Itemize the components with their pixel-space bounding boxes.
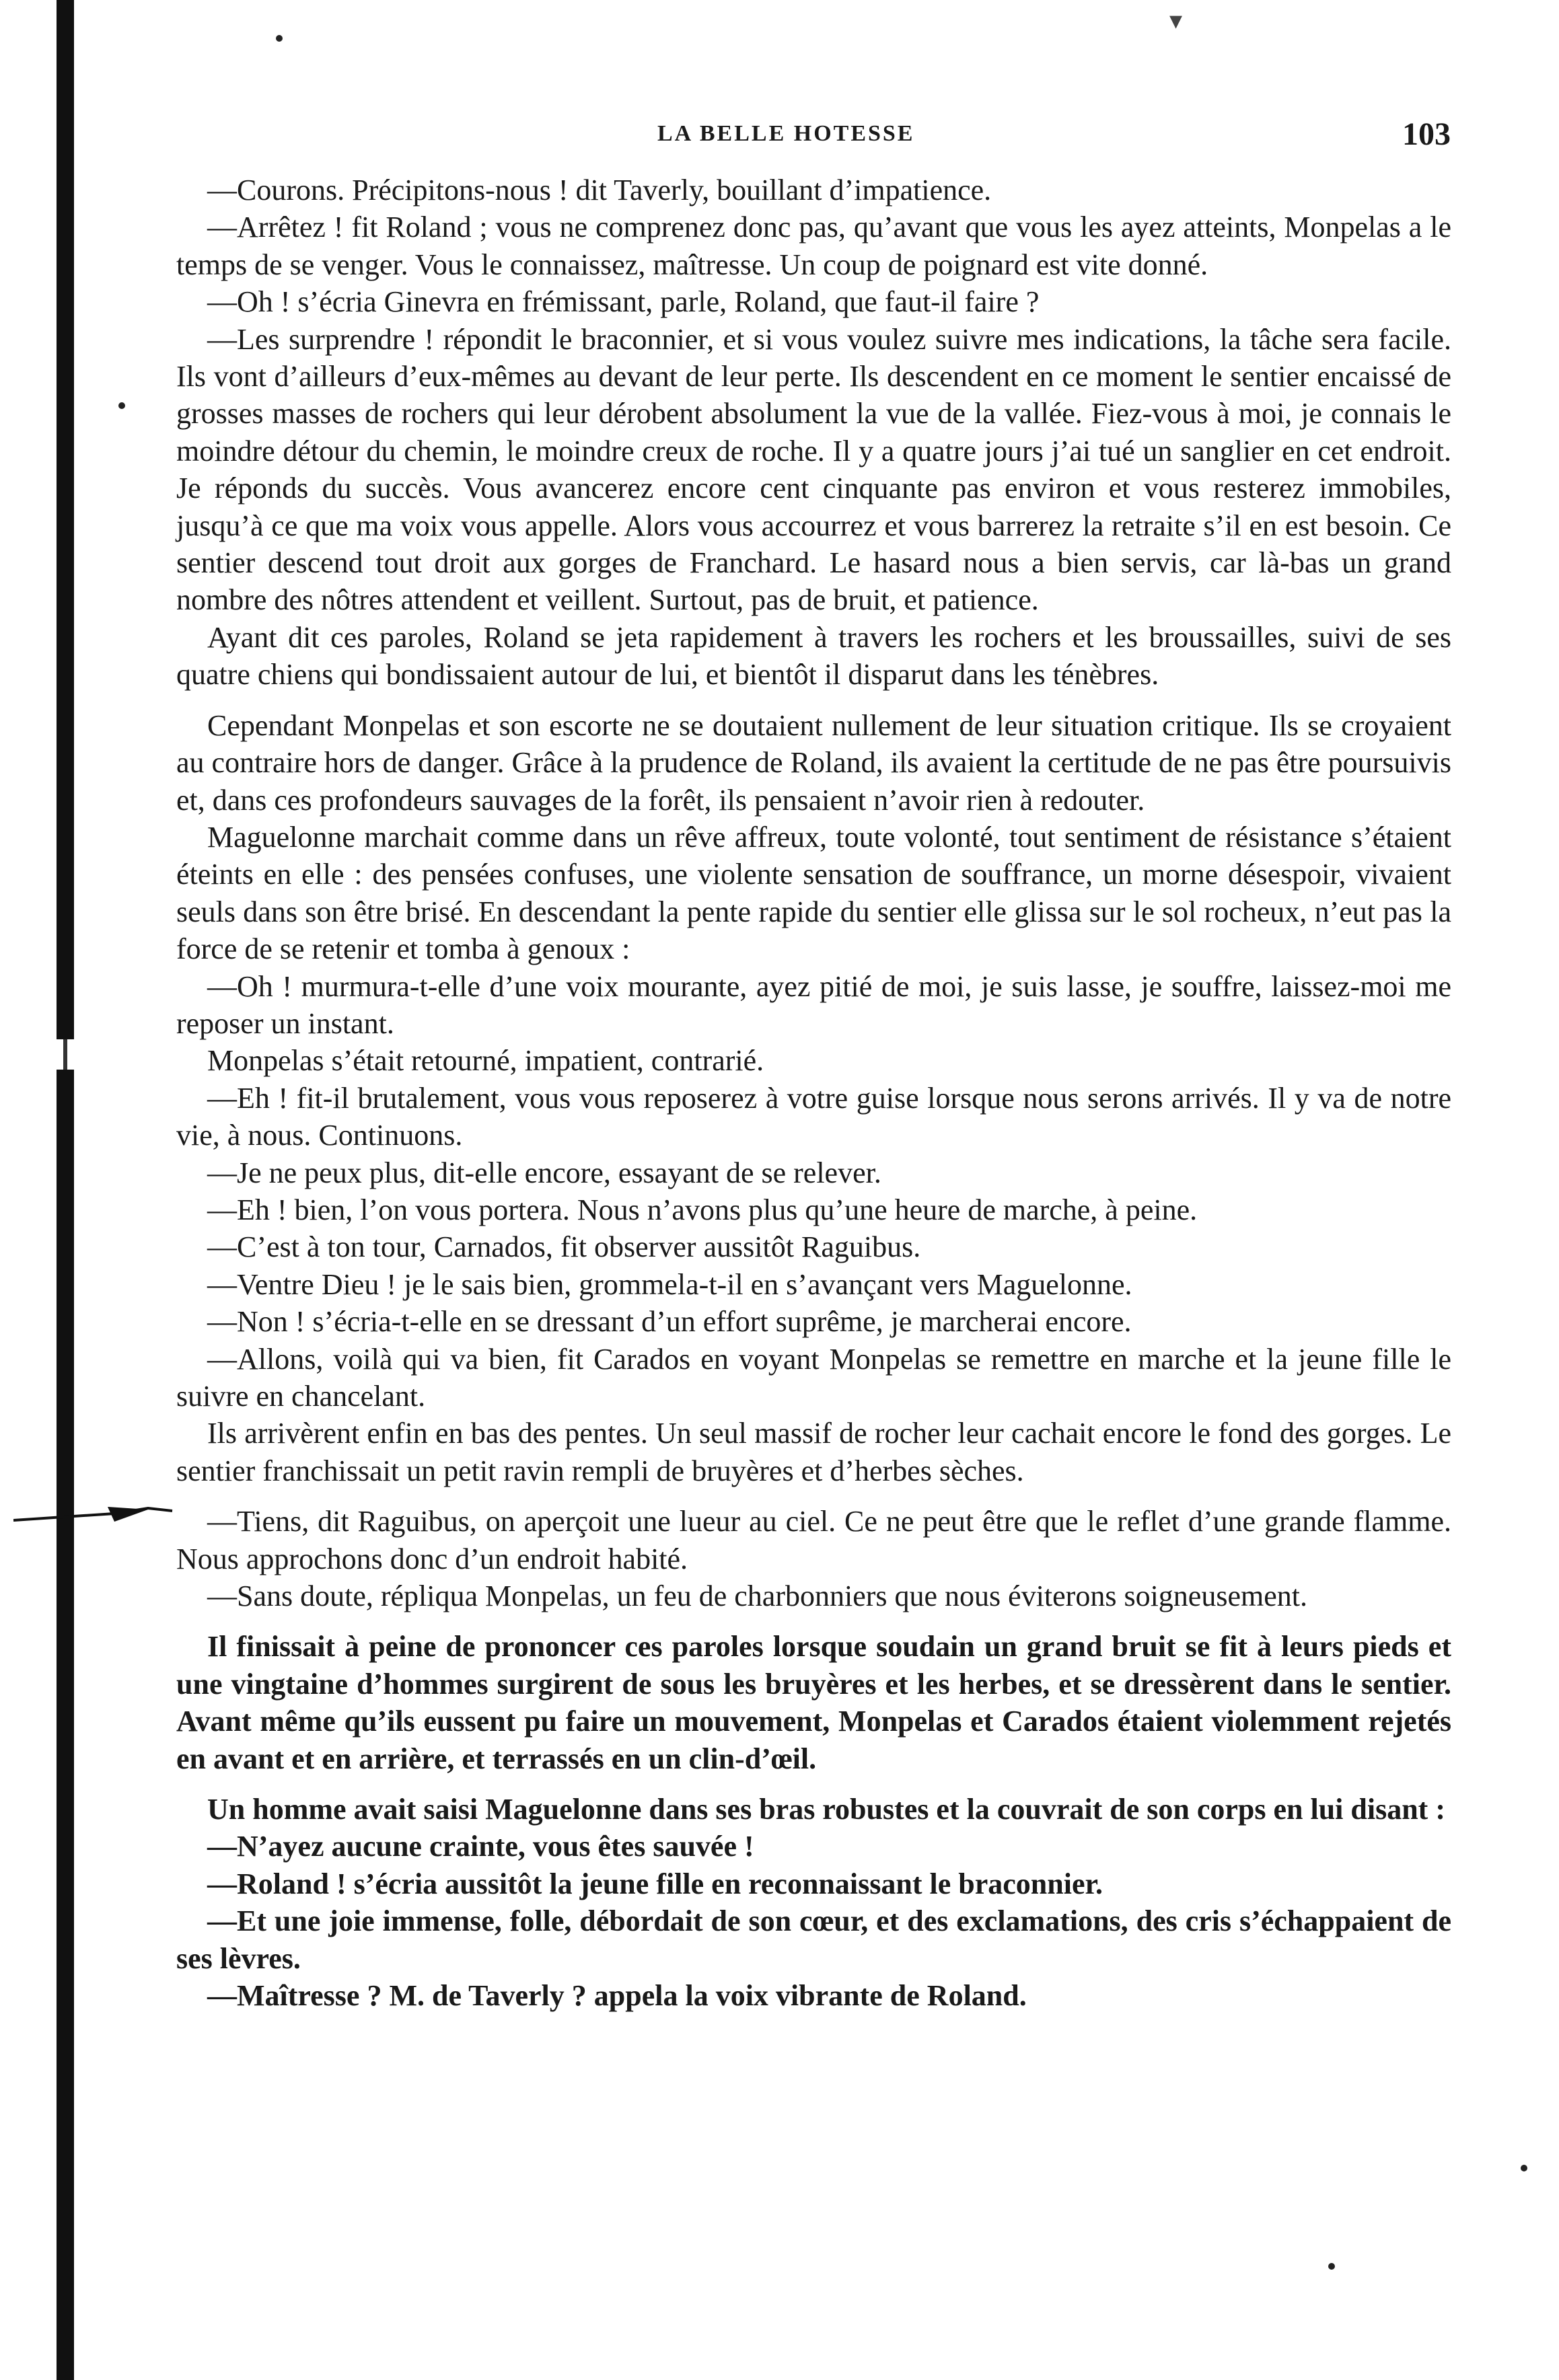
paragraph: —C’est à ton tour, Carnados, fit observer aussitôt Raguibus. — [207, 1230, 921, 1264]
paragraph: Un homme avait saisi Maguelonne dans ses bras robustes et la couvrait de son corps en lui disant : — [207, 1793, 1445, 1826]
paragraph: —Courons. Précipitons-nous ! dit Taverly, bouillant d’impatience. — [207, 174, 992, 207]
body-text — [176, 172, 1451, 2015]
paragraph: Cependant Monpelas et son escorte ne se doutaient nullement de leur situation critique. Ils se croyaient au contraire hors de danger. Grâce à la prudence de Roland, ils avaient la certitude de ne pas être poursuivis et, dans ces profondeurs sauvages de la forêt, ils pensaient n’avoir rien à redouter. — [176, 708, 1451, 817]
paragraph: —Non ! s’écria-t-elle en se dressant d’un effort suprême, je marcherai encore. — [207, 1305, 1132, 1339]
corner-mark-icon: ▾ — [1169, 7, 1183, 35]
paragraph: —Arrêtez ! fit Roland ; vous ne comprenez donc pas, qu’avant que vous les ayez atteints, Monpelas a le temps de se venger. Vous le connaissez, maîtresse. Un coup de poignard est vite donné. — [176, 211, 1451, 281]
paragraph: —Sans doute, répliqua Monpelas, un feu de charbonniers que nous éviterons soigneusement. — [207, 1579, 1307, 1613]
paragraph: —Eh ! fit-il brutalement, vous vous reposerez à votre guise lorsque nous serons arrivés. Il y va de notre vie, à nous. Continuons. — [176, 1081, 1451, 1152]
paragraph: —Tiens, dit Raguibus, on aperçoit une lueur au ciel. Ce ne peut être que le reflet d’une grande flamme. Nous approchons donc d’un endroit habité. — [176, 1505, 1451, 1575]
paragraph: —Les surprendre ! répondit le braconnier, et si vous voulez suivre mes indications, la tâche sera facile. Ils vont d’ailleurs d’eux-mêmes au devant de leur perte. Ils descendent en ce moment le sentier encaissé de grosses masses de rochers qui leur dérobent absolument la vue de la vallée. Fiez-vous à moi, je connais le moindre détour du chemin, le moindre creux de roche. Il y a quatre jours j’ai tué un sanglier en cet endroit. Je réponds du succès. Vous avancerez encore cent cinquante pas environ et vous resterez immobiles, jusqu’à ce que ma voix vous appelle. Alors vous accourrez et vous barrerez la retraite s’il en est besoin. Ce sentier descend tout droit aux gorges de Franchard. Le hasard nous a bien servis, car là-bas un grand nombre des nôtres attendent et veillent. Surtout, pas de bruit, et patience. — [176, 322, 1451, 617]
running-title: LA BELLE HOTESSE — [657, 121, 915, 146]
scan-speck-icon — [276, 35, 283, 42]
paragraph: —Je ne peux plus, dit-elle encore, essayant de se relever. — [207, 1156, 881, 1189]
paragraph: —Ventre Dieu ! je le sais bien, grommela-t-il en s’avançant vers Maguelonne. — [207, 1267, 1132, 1301]
paragraph: —N’ayez aucune crainte, vous êtes sauvée ! — [207, 1830, 754, 1863]
paragraph: Ils arrivèrent enfin en bas des pentes. Un seul massif de rocher leur cachait encore le fond des gorges. Le sentier franchissait un petit ravin rempli de bruyères et d’herbes sèches. — [176, 1417, 1451, 1487]
paragraph: —Allons, voilà qui va bien, fit Carados en voyant Monpelas se remettre en marche et la jeune fille le suivre en chancelant. — [176, 1342, 1451, 1413]
page-number: 103 — [1402, 116, 1451, 152]
scan-speck-icon — [1328, 2263, 1335, 2270]
paragraph: —Oh ! s’écria Ginevra en frémissant, parle, Roland, que faut-il faire ? — [207, 285, 1040, 319]
paragraph: —Oh ! murmura-t-elle d’une voix mourante, ayez pitié de moi, je suis lasse, je souffre, laissez-moi me reposer un instant. — [176, 969, 1451, 1040]
paragraph: —Roland ! s’écria aussitôt la jeune fille en reconnaissant le braconnier. — [207, 1867, 1103, 1900]
paragraph: Ayant dit ces paroles, Roland se jeta rapidement à travers les rochers et les broussailles, suivi de ses quatre chiens qui bondissaient autour de lui, et bientôt il disparut dans les ténèbres. — [176, 620, 1451, 692]
scan-speck-icon — [118, 402, 125, 409]
paragraph: —Eh ! bien, l’on vous portera. Nous n’avons plus qu’une heure de marche, à peine. — [207, 1193, 1198, 1226]
paragraph: —Maîtresse ? M. de Taverly ? appela la voix vibrante de Roland. — [207, 1979, 1027, 2013]
scan-margin-bar — [57, 0, 74, 1039]
page-header — [175, 116, 1453, 156]
paragraph: Maguelonne marchait comme dans un rêve affreux, toute volonté, tout sentiment de résistance s’étaient éteints en elle : des pensées confuses, une violente sensation de souffrance, un morne désespoir, vivaient seuls dans son être brisé. En descendant la pente rapide du sentier elle glissa sur le sol rocheux, n’eut pas la force de se retenir et tomba à genoux : — [176, 820, 1451, 966]
scan-margin-gap — [63, 1039, 67, 1070]
scan-speck-icon — [1521, 2165, 1527, 2171]
paragraph: —Et une joie immense, folle, débordait de son cœur, et des exclamations, des cris s’échappaient de ses lèvres. — [176, 1904, 1451, 1975]
paragraph: Monpelas s’était retourné, impatient, contrarié. — [207, 1044, 764, 1078]
pointing-arrow-icon — [13, 1495, 175, 1535]
scan-margin-bar-lower — [57, 1070, 74, 2380]
paragraph: Il finissait à peine de prononcer ces paroles lorsque soudain un grand bruit se fit à leurs pieds et une vingtaine d’hommes surgirent de sous les bruyères et les herbes, et se dressèrent dans le sentier. Avant même qu’ils eussent pu faire un mouvement, Monpelas et Carados étaient violemment rejetés en avant et en arrière, et terrassés en un clin-d’œil. — [176, 1630, 1451, 1775]
